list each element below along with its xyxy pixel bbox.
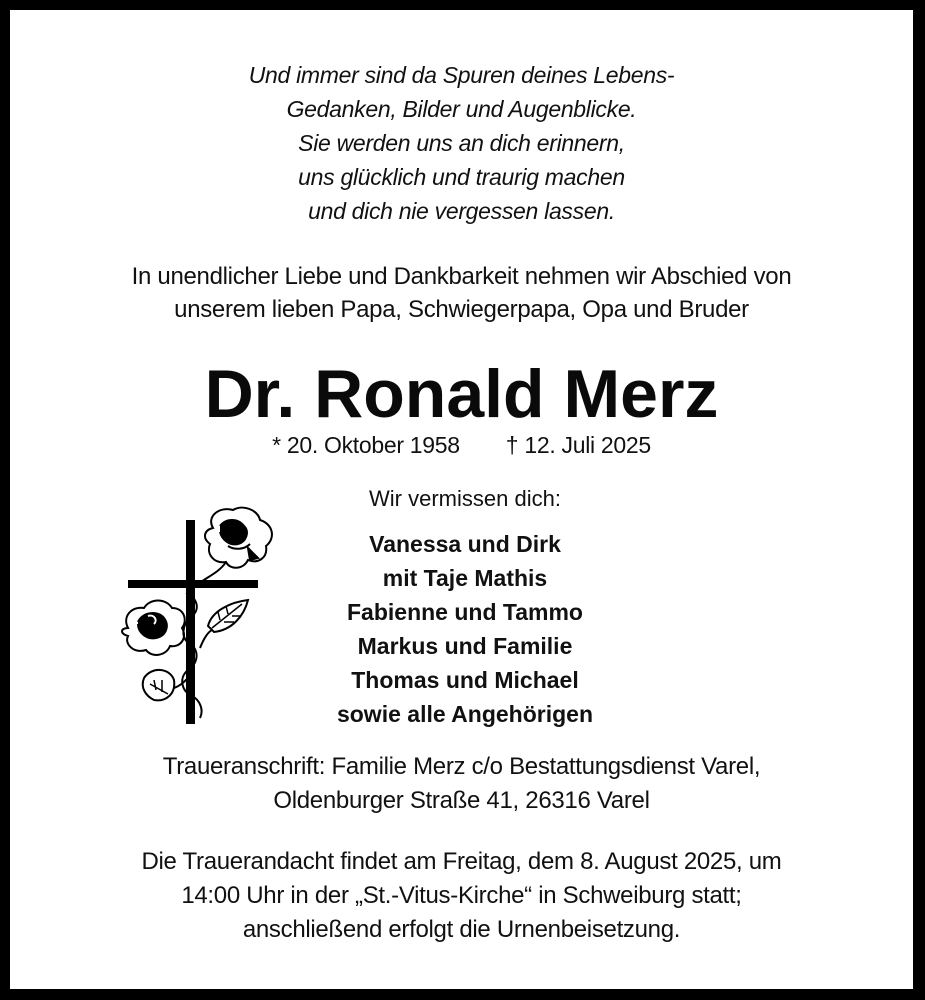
mourner-name: sowie alle Angehörigen (336, 701, 594, 727)
cross-with-roses-icon (108, 498, 278, 724)
intro-line: In unendlicher Liebe und Dankbarkeit nehmen wir Abschied von (131, 263, 792, 290)
service-line: Die Trauerandacht findet am Freitag, dem 8. August 2025, um (141, 848, 782, 875)
mourner-name: Thomas und Michael (351, 667, 579, 693)
address-line: Oldenburger Straße 41, 26316 Varel (273, 787, 650, 814)
service-line: 14:00 Uhr in der „St.-Vitus-Kirche“ in Schweiburg statt; (181, 882, 742, 909)
poem-line: Gedanken, Bilder und Augenblicke. (286, 96, 637, 122)
poem-line: und dich nie vergessen lassen. (308, 198, 615, 224)
poem-line: uns glücklich und traurig machen (298, 164, 625, 190)
mourner-name: Vanessa und Dirk (369, 531, 561, 557)
mourner-name: Fabienne und Tammo (347, 599, 583, 625)
poem-line: Und immer sind da Spuren deines Lebens- (248, 62, 675, 88)
mourner-name: Markus und Familie (357, 633, 573, 659)
death-date: † 12. Juli 2025 (505, 432, 651, 458)
mourners-heading: Wir vermissen dich: (369, 486, 561, 511)
birth-date: * 20. Oktober 1958 (272, 432, 460, 458)
life-dates (10, 432, 913, 459)
address-line: Traueranschrift: Familie Merz c/o Bestattungsdienst Varel, (162, 753, 761, 780)
service-line: anschließend erfolgt die Urnenbeisetzung. (242, 916, 681, 943)
mourner-name: mit Taje Mathis (382, 565, 548, 591)
poem-line: Sie werden uns an dich erinnern, (298, 130, 625, 156)
intro-line: unserem lieben Papa, Schwiegerpapa, Opa und Bruder (174, 296, 749, 323)
obituary-notice (10, 10, 913, 989)
deceased-name: Dr. Ronald Merz (204, 356, 719, 432)
